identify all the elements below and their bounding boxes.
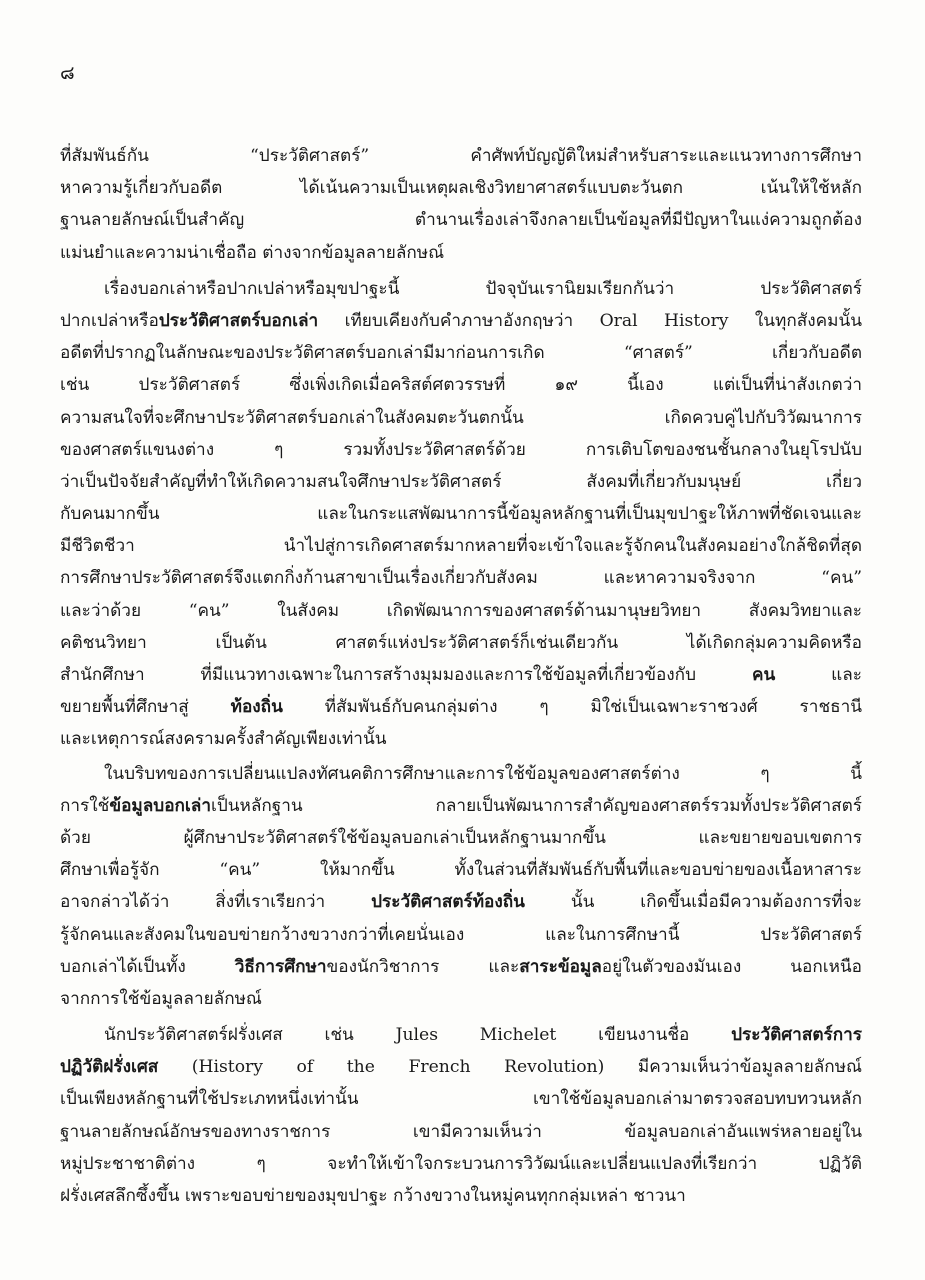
bold-term: คน: [751, 665, 776, 685]
text-run: และเหตุการณ์สงครามครั้งสำคัญเพียงเท่านั้น: [60, 729, 387, 750]
bold-term: ปฏิวัติฝรั่งเศส: [60, 1057, 159, 1078]
paragraph: [60, 140, 862, 269]
text-line: [60, 758, 862, 790]
text-run: ฐานลายลักษณ์เป็นสำคัญ ตำนานเรื่องเล่าจึงกลายเป็นข้อมูลที่มีปัญหาในแง่ความถูกต้อง: [60, 210, 862, 231]
text-run: การศึกษาประวัติศาสตร์จึงแตกกิ่งก้านสาขาเป็นเรื่องเกี่ยวกับสังคม และหาความจริงจาก “คน”: [60, 568, 862, 589]
text-run: คติชนวิทยา เป็นต้น ศาสตร์แห่งประวัติศาสตร์ก็เช่นเดียวกัน ได้เกิดกลุ่มความคิดหรือ: [60, 632, 862, 653]
text-run: และ: [775, 665, 862, 685]
bold-term: ประวัติศาสตร์บอกเล่า: [158, 310, 319, 331]
text-line: [60, 498, 862, 530]
text-line: [60, 402, 862, 434]
text-line: [60, 1180, 862, 1212]
text-line: [60, 854, 862, 886]
text-run: เป็นเพียงหลักฐานที่ใช้ประเภทหนึ่งเท่านั้น เขาใช้ข้อมูลบอกเล่ามาตรวจสอบทบทวนหลัก: [60, 1089, 862, 1110]
paragraph: [60, 1019, 862, 1212]
text-run: และว่าด้วย “คน” ในสังคม เกิดพัฒนาการของศาสตร์ด้านมานุษยวิทยา สังคมวิทยาและ: [60, 600, 862, 621]
text-run: อดีตที่ปรากฏในลักษณะของประวัติศาสตร์บอกเล่ามีมาก่อนการเกิด “ศาสตร์” เกี่ยวกับอดีต: [60, 343, 862, 364]
text-run: รู้จักคนและสังคมในขอบข่ายกว้างขวางกว่าที่เคยนั่นเอง และในการศึกษานี้ ประวัติศาสตร์: [60, 924, 862, 945]
text-line: [60, 204, 862, 236]
text-run: ฝรั่งเศสลึกซึ้งขึ้น เพราะขอบข่ายของมุขปาฐะ กว้างขวางในหมู่คนทุกกลุ่มเหล่า ชาวนา: [60, 1186, 686, 1206]
body-text: [60, 140, 862, 1212]
paragraph: [60, 758, 862, 1016]
text-run: อยู่ในตัวของมันเอง นอกเหนือ: [601, 956, 862, 977]
bold-term: สาระข้อมูล: [519, 956, 602, 977]
text-run: การใช้: [60, 795, 110, 816]
text-run: นั้น เกิดขึ้นเมื่อมีความต้องการที่จะ: [524, 892, 862, 913]
text-run: ศึกษาเพื่อรู้จัก “คน” ให้มากขึ้น ทั้งในส่วนที่สัมพันธ์กับพื้นที่และขอบข่ายของเนื้อหาสาระ: [60, 860, 862, 881]
paragraph: [60, 273, 862, 756]
text-line: [60, 1116, 862, 1148]
text-line: [60, 1083, 862, 1115]
text-line: [60, 305, 862, 337]
text-line: [60, 983, 862, 1015]
text-line: [60, 140, 862, 172]
bold-term: วิธีการศึกษา: [234, 956, 327, 977]
text-run: ฐานลายลักษณ์อักษรของทางราชการ เขามีความเห็นว่า ข้อมูลบอกเล่าอันแพร่หลายอยู่ใน: [60, 1121, 862, 1142]
text-line: [60, 273, 862, 305]
text-line: [60, 1019, 862, 1051]
text-run: กับคนมากขึ้น และในกระแสพัฒนาการนี้ข้อมูลหลักฐานที่เป็นมุขปาฐะให้ภาพที่ชัดเจนและ: [60, 504, 862, 525]
text-line: [60, 627, 862, 659]
text-run: เป็นหลักฐาน กลายเป็นพัฒนาการสำคัญของศาสตร์รวมทั้งประวัติศาสตร์: [211, 795, 862, 816]
text-run: สำนักศึกษา ที่มีแนวทางเฉพาะในการสร้างมุมมองและการใช้ข้อมูลที่เกี่ยวข้องกับ: [60, 665, 752, 685]
text-line: [60, 172, 862, 204]
text-line: [60, 337, 862, 369]
text-line: [60, 595, 862, 627]
text-run: ในบริบทของการเปลี่ยนแปลงทัศนคติการศึกษาและการใช้ข้อมูลของศาสตร์ต่าง ๆ นี้: [104, 763, 862, 784]
text-run: (History of the French Revolution) มีความเห็นว่าข้อมูลลายลักษณ์: [158, 1057, 862, 1078]
text-line: [60, 369, 862, 401]
bold-term: ข้อมูลบอกเล่า: [109, 795, 211, 816]
text-run: ความสนใจที่จะศึกษาประวัติศาสตร์บอกเล่าในสังคมตะวันตกนั้น เกิดควบคู่ไปกับวิวัฒนาการ: [60, 407, 862, 428]
text-run: ของศาสตร์แขนงต่าง ๆ รวมทั้งประวัติศาสตร์ด้วย การเติบโตของชนชั้นกลางในยุโรปนับ: [60, 439, 862, 460]
text-line: [60, 1148, 862, 1180]
bold-term: ประวัติศาสตร์ท้องถิ่น: [371, 892, 525, 913]
text-line: [60, 562, 862, 594]
text-line: [60, 822, 862, 854]
text-run: เช่น ประวัติศาสตร์ ซึ่งเพิ่งเกิดเมื่อคริสต์ศตวรรษที่ ๑๙ นี้เอง แต่เป็นที่น่าสังเกตว่า: [60, 375, 862, 396]
bold-term: ประวัติศาสตร์การ: [731, 1025, 862, 1046]
text-run: เรื่องบอกเล่าหรือปากเปล่าหรือมุขปาฐะนี้ ปัจจุบันเรานิยมเรียกกันว่า ประวัติศาสตร์: [104, 278, 862, 299]
text-run: แม่นยำและความน่าเชื่อถือ ต่างจากข้อมูลลายลักษณ์: [60, 242, 445, 263]
text-run: อาจกล่าวได้ว่า สิ่งที่เราเรียกว่า: [60, 892, 372, 913]
text-run: บอกเล่าได้เป็นทั้ง: [60, 956, 235, 977]
text-run: หมู่ประชาชาติต่าง ๆ จะทำให้เข้าใจกระบวนการวิวัฒน์และเปลี่ยนแปลงที่เรียกว่า ปฏิวัติ: [60, 1153, 862, 1174]
text-line: [60, 723, 862, 755]
text-line: [60, 1051, 862, 1083]
text-run: จากการใช้ข้อมูลลายลักษณ์: [60, 988, 262, 1009]
text-run: หาความรู้เกี่ยวกับอดีต ได้เน้นความเป็นเหตุผลเชิงวิทยาศาสตร์แบบตะวันตก เน้นให้ใช้หลัก: [60, 178, 862, 199]
text-line: [60, 466, 862, 498]
text-run: ที่สัมพันธ์กับคนกลุ่มต่าง ๆ มิใช่เป็นเฉพาะราชวงศ์ ราชธานี: [282, 697, 862, 718]
page-number: ๘: [60, 62, 76, 84]
text-line: [60, 886, 862, 918]
text-line: [60, 659, 862, 691]
text-line: [60, 237, 862, 269]
text-run: มีชีวิตชีวา นำไปสู่การเกิดศาสตร์มากหลายที่จะเข้าใจและรู้จักคนในสังคมอย่างใกล้ชิดที่สุด: [60, 536, 862, 557]
text-run: นักประวัติศาสตร์ฝรั่งเศส เช่น Jules Michelet เขียนงานชื่อ: [104, 1025, 732, 1046]
text-line: [60, 691, 862, 723]
bold-term: ท้องถิ่น: [230, 697, 283, 718]
text-line: [60, 919, 862, 951]
text-run: ปากเปล่าหรือ: [60, 310, 159, 331]
text-line: [60, 530, 862, 562]
text-run: เทียบเคียงกับคำภาษาอังกฤษว่า Oral History ในทุกสังคมนั้น: [318, 310, 862, 331]
text-run: ด้วย ผู้ศึกษาประวัติศาสตร์ใช้ข้อมูลบอกเล่าเป็นหลักฐานมากขึ้น และขยายขอบเขตการ: [60, 827, 862, 848]
text-run: ขยายพื้นที่ศึกษาสู่: [60, 697, 231, 718]
text-run: ของนักวิชาการ และ: [326, 956, 520, 977]
text-line: [60, 790, 862, 822]
text-run: ว่าเป็นปัจจัยสำคัญที่ทำให้เกิดความสนใจศึกษาประวัติศาสตร์ สังคมที่เกี่ยวกับมนุษย์ เกี่ยว: [60, 471, 862, 492]
text-line: [60, 951, 862, 983]
text-run: ที่สัมพันธ์กัน “ประวัติศาสตร์” คำศัพท์บัญญัติใหม่สำหรับสาระและแนวทางการศึกษา: [60, 146, 862, 166]
text-line: [60, 434, 862, 466]
